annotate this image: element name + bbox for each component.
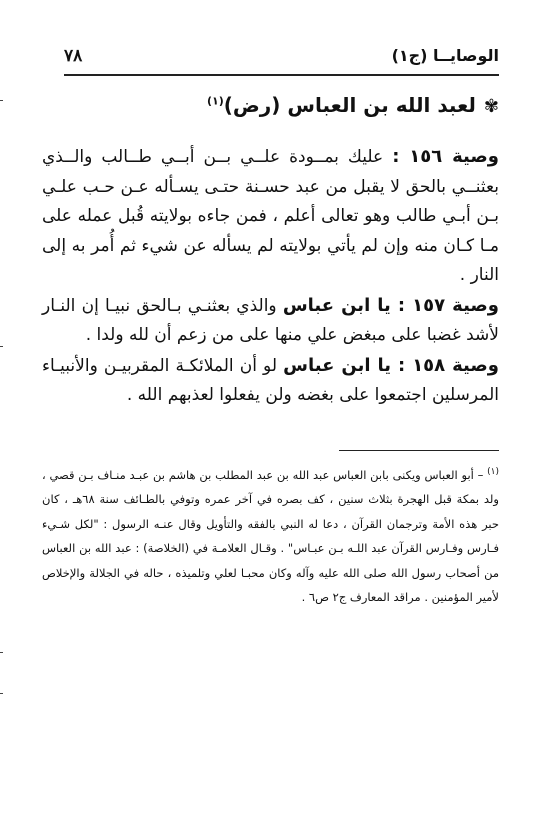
footnote-1 bbox=[42, 460, 499, 610]
paragraph-157-label: وصية ١٥٧ : يا ابن عباس bbox=[282, 294, 499, 316]
scan-margin-mark bbox=[0, 652, 3, 653]
footnote-marker: (١) bbox=[487, 467, 499, 477]
paragraph-158-text: لو أن الملائكـة المقربيـن والأنبيـاء المرسلين اجتمعوا على بغضه ولن يفعلوا لعذبهم الله . bbox=[42, 355, 499, 405]
paragraph-157-text: والذي بعثنـي بـالحق نبيـا إن النـار لأشد غضبا على مبغض علي منها على من زعم أن لله ولدا . bbox=[42, 295, 499, 345]
running-title: الوصايــا (ج١) bbox=[391, 46, 499, 65]
paragraph-156-text: عليك بمــودة علــي بــن أبــي طــالب والــذي بعثنــي بالحق لا يقبل من عبد حسـنة حتـى يسـأله عـن حـب علـي بـن أبـي طالب وهو تعالى أعلم ، فمن جاءه بولايته قُبل عمله على مـا كـان منه وإن لم يأتي بولايته لم يسأله عن شيء ثم أُمر به إلى النار . bbox=[42, 147, 499, 285]
header-rule bbox=[64, 74, 499, 76]
page-header bbox=[64, 44, 499, 74]
paragraph-158 bbox=[42, 351, 499, 411]
body-text bbox=[42, 142, 499, 411]
paragraph-158-label: وصية ١٥٨ : يا ابن عباس bbox=[283, 354, 499, 376]
paragraph-156 bbox=[42, 142, 499, 291]
footnote-reference: (١) bbox=[206, 94, 224, 108]
scan-margin-mark bbox=[0, 100, 3, 101]
section-heading-text: لعبد الله بن العباس (رض) bbox=[223, 93, 476, 117]
scan-margin-mark bbox=[0, 693, 3, 694]
flower-ornament-icon: ✾ bbox=[483, 96, 499, 117]
footnote-text: – أبو العباس ويكنى بابن العباس عبد الله بن عبد المطلب بن هاشم بن عبـد منـاف بـن قصي ، ولد بمكة قبل الهجرة بثلاث سنين ، كف بصره في آخر عمره وتوفي بالطـائف سنة ٦٨هـ ، كان حبر هذه الأمة وترجمان القرآن ، دعا له النبي بالفقه والتأويل وقال عنـه الرسول : "لكل شـيء فـارس وفـارس القرآن عبد اللـه بـن عبـاس" . وقـال العلامـة في (الخلاصة) : عبد الله بن العباس من أصحاب رسول الله صلى الله عليه وآله وكان محبـا لعلي وتلميذه ، حاله في الجلالة والإخلاص لأمير المؤمنين . مراقد المعارف ج٢ ص٦ . bbox=[42, 467, 499, 605]
page-number: ٧٨ bbox=[64, 46, 83, 66]
paragraph-156-label: وصية ١٥٦ : bbox=[392, 146, 499, 167]
paragraph-157 bbox=[42, 291, 499, 351]
section-heading bbox=[100, 93, 499, 117]
scan-margin-mark bbox=[0, 346, 3, 347]
footnote-rule bbox=[339, 450, 499, 451]
footnotes bbox=[42, 460, 499, 610]
